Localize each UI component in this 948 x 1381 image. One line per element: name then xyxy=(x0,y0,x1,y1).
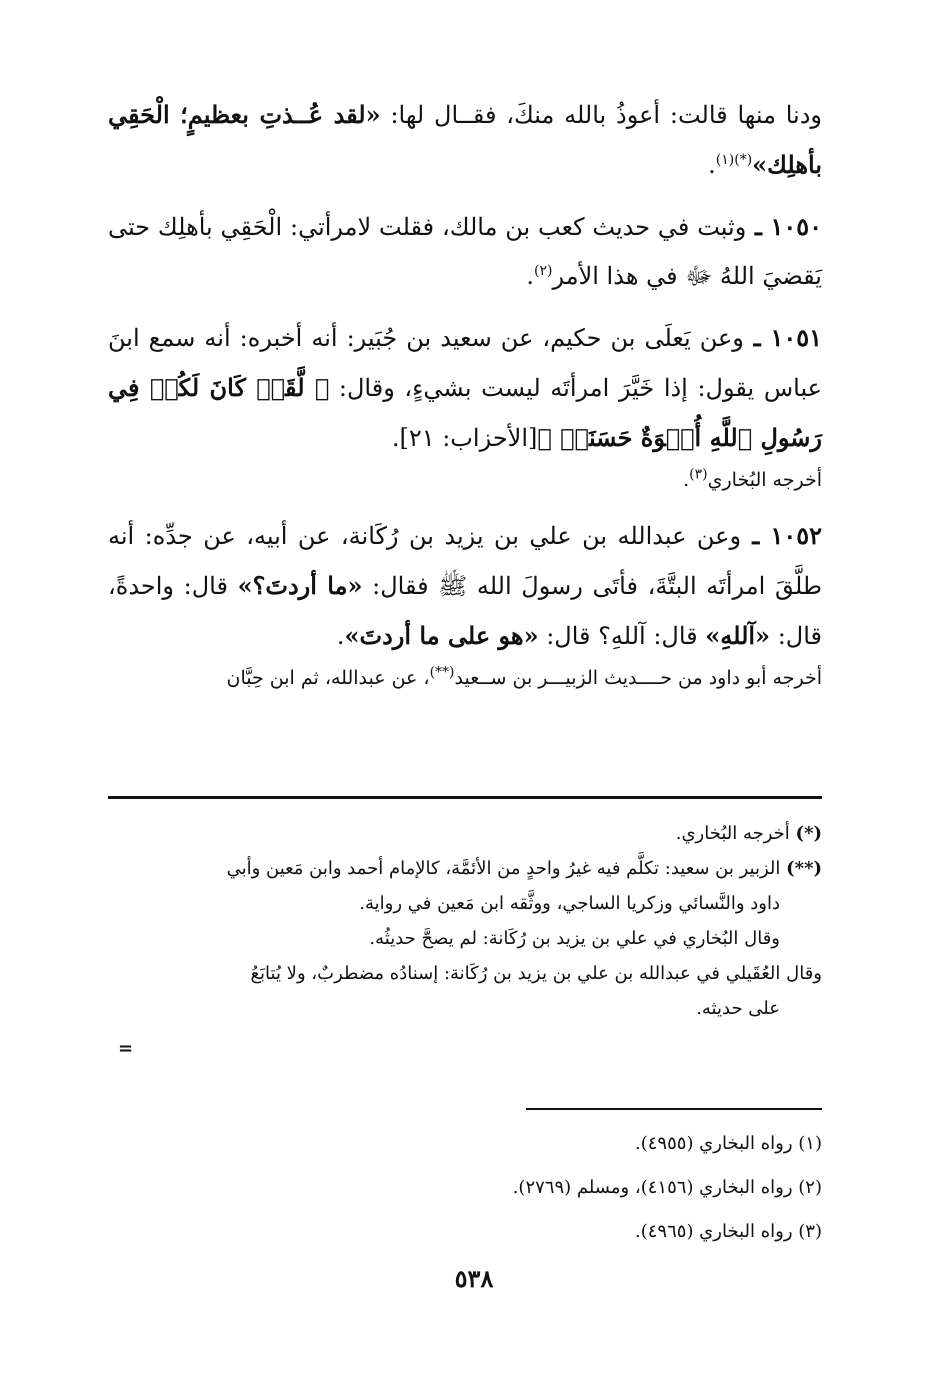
hadith-quote: «ما أردتَ؟» xyxy=(237,571,363,600)
footnote-ref: (**) xyxy=(429,664,455,681)
footnote-3: (٣) رواه البخاري (٤٩٦٥). xyxy=(635,1221,822,1242)
hadith-number: ١٠٥١ ـ xyxy=(743,323,822,352)
numbered-footnote-separator xyxy=(526,1108,822,1110)
footnote-mark: (١) xyxy=(798,1133,822,1154)
footnote-line: داود والنَّسائي وزكريا الساجي، ووثَّقه ابن مَعين في رواية. xyxy=(359,893,780,914)
footnote-mark: (٣) xyxy=(798,1221,822,1242)
page-number: ٥٣٨ xyxy=(454,1264,494,1293)
footnote-ref: (٣) xyxy=(689,466,708,483)
takhrij-note: أخرجه البُخاري$^{(٣)}$. xyxy=(683,466,822,491)
numbered-footnotes xyxy=(108,1122,822,1254)
footnote-ref: (٢) xyxy=(534,263,553,279)
paragraph-intro: ودنا منها قالت: أعوذُ بالله منكَ، فقــال لها: «لقد عُــذتِ بعظيمٍ؛ الْحَقِي بأهلِك»$^{(*)(١)}$. xyxy=(108,100,822,179)
main-text xyxy=(108,90,822,709)
hadith-1052: ١٠٥٢ ـ وعن عبدالله بن علي بن يزيد بن رُكَانة، عن أبيه، عن جدِّه: أنه طلَّقَ امرأتَه البتَّةَ، فأتَى رسولَ الله ﷺ فقال: «ما أردتَ؟» قال: واحدةً، قال: «آللهِ» قال: آللهِ؟ قال: «هو على ما أردتَ». xyxy=(108,521,823,650)
footnote-mark: (٢) xyxy=(798,1177,822,1198)
quran-verse: ﴿ لَّقَدۡ كَانَ لَكُمۡ فِي رَسُولِ ٱللَّهِ أُسۡوَةٌ حَسَنَةٞ ﴾ xyxy=(108,373,822,452)
footnote-line: وقال العُقَيلي في عبدالله بن علي بن يزيد بن رُكَانة: إسنادُه مضطربٌ، ولا يُتابَعُ xyxy=(250,963,822,984)
editor-footnotes xyxy=(108,816,822,1059)
footnote-1: (١) رواه البخاري (٤٩٥٥). xyxy=(635,1133,822,1154)
footnote-line: على حديثه. xyxy=(696,998,780,1019)
continuation-mark: = xyxy=(118,1038,134,1059)
hadith-1051: ١٠٥١ ـ وعن يَعلَى بن حكيم، عن سعيد بن جُبَير: أنه أخبره: أنه سمع ابنَ عباس يقول: إذا خَيَّرَ امرأتَه ليست بشيءٍ، وقال: ﴿ لَّقَدۡ كَانَ لَكُمۡ فِي رَسُولِ ٱللَّهِ أُسۡوَةٌ حَسَنَةٞ ﴾[الأحزاب: ٢١]. xyxy=(108,323,823,452)
verse-citation: [الأحزاب: ٢١]. xyxy=(391,424,538,452)
footnote-ref: (*)(١) xyxy=(715,152,753,168)
hadith-quote: «هو على ما أردتَ» xyxy=(344,621,539,650)
takhrij-note: أخرجه أبو داود من حــــديث الزبيـــر بن ســعيد(**)، عن عبدالله، ثم ابن حِبَّان xyxy=(226,664,822,689)
footnote-mark: (*) xyxy=(795,823,822,844)
footnote-star-2: (**) الزبير بن سعيد: تكلَّم فيه غيرُ واحدٍ من الأئمَّة، كالإمام أحمد وابن مَعين وأبي xyxy=(226,858,822,879)
footnote-separator xyxy=(108,796,822,799)
hadith-1050: ١٠٥٠ ـ وثبت في حديث كعب بن مالك، فقلت لامرأتي: الْحَقِي بأهلِك حتى يَقضيَ اللهُ ﷻ في هذا الأمر$^{(٢)}$. xyxy=(108,212,822,290)
footnote-line: وقال البُخاري في علي بن يزيد بن رُكَانة: لم يصحَّ حديثُه. xyxy=(369,928,780,949)
hadith-number: ١٠٥٠ ـ xyxy=(746,212,822,241)
footnote-2: (٢) رواه البخاري (٤١٥٦)، ومسلم (٢٧٦٩). xyxy=(512,1177,822,1198)
footnote-star-1: (*) أخرجه البُخاري. xyxy=(675,823,822,844)
hadith-quote: «آللهِ» xyxy=(705,621,771,650)
hadith-number: ١٠٥٢ ـ xyxy=(741,521,822,550)
footnote-mark: (**) xyxy=(786,858,822,879)
hadith-quote: «لقد عُــذتِ بعظيمٍ؛ الْحَقِي بأهلِك» xyxy=(108,100,822,179)
